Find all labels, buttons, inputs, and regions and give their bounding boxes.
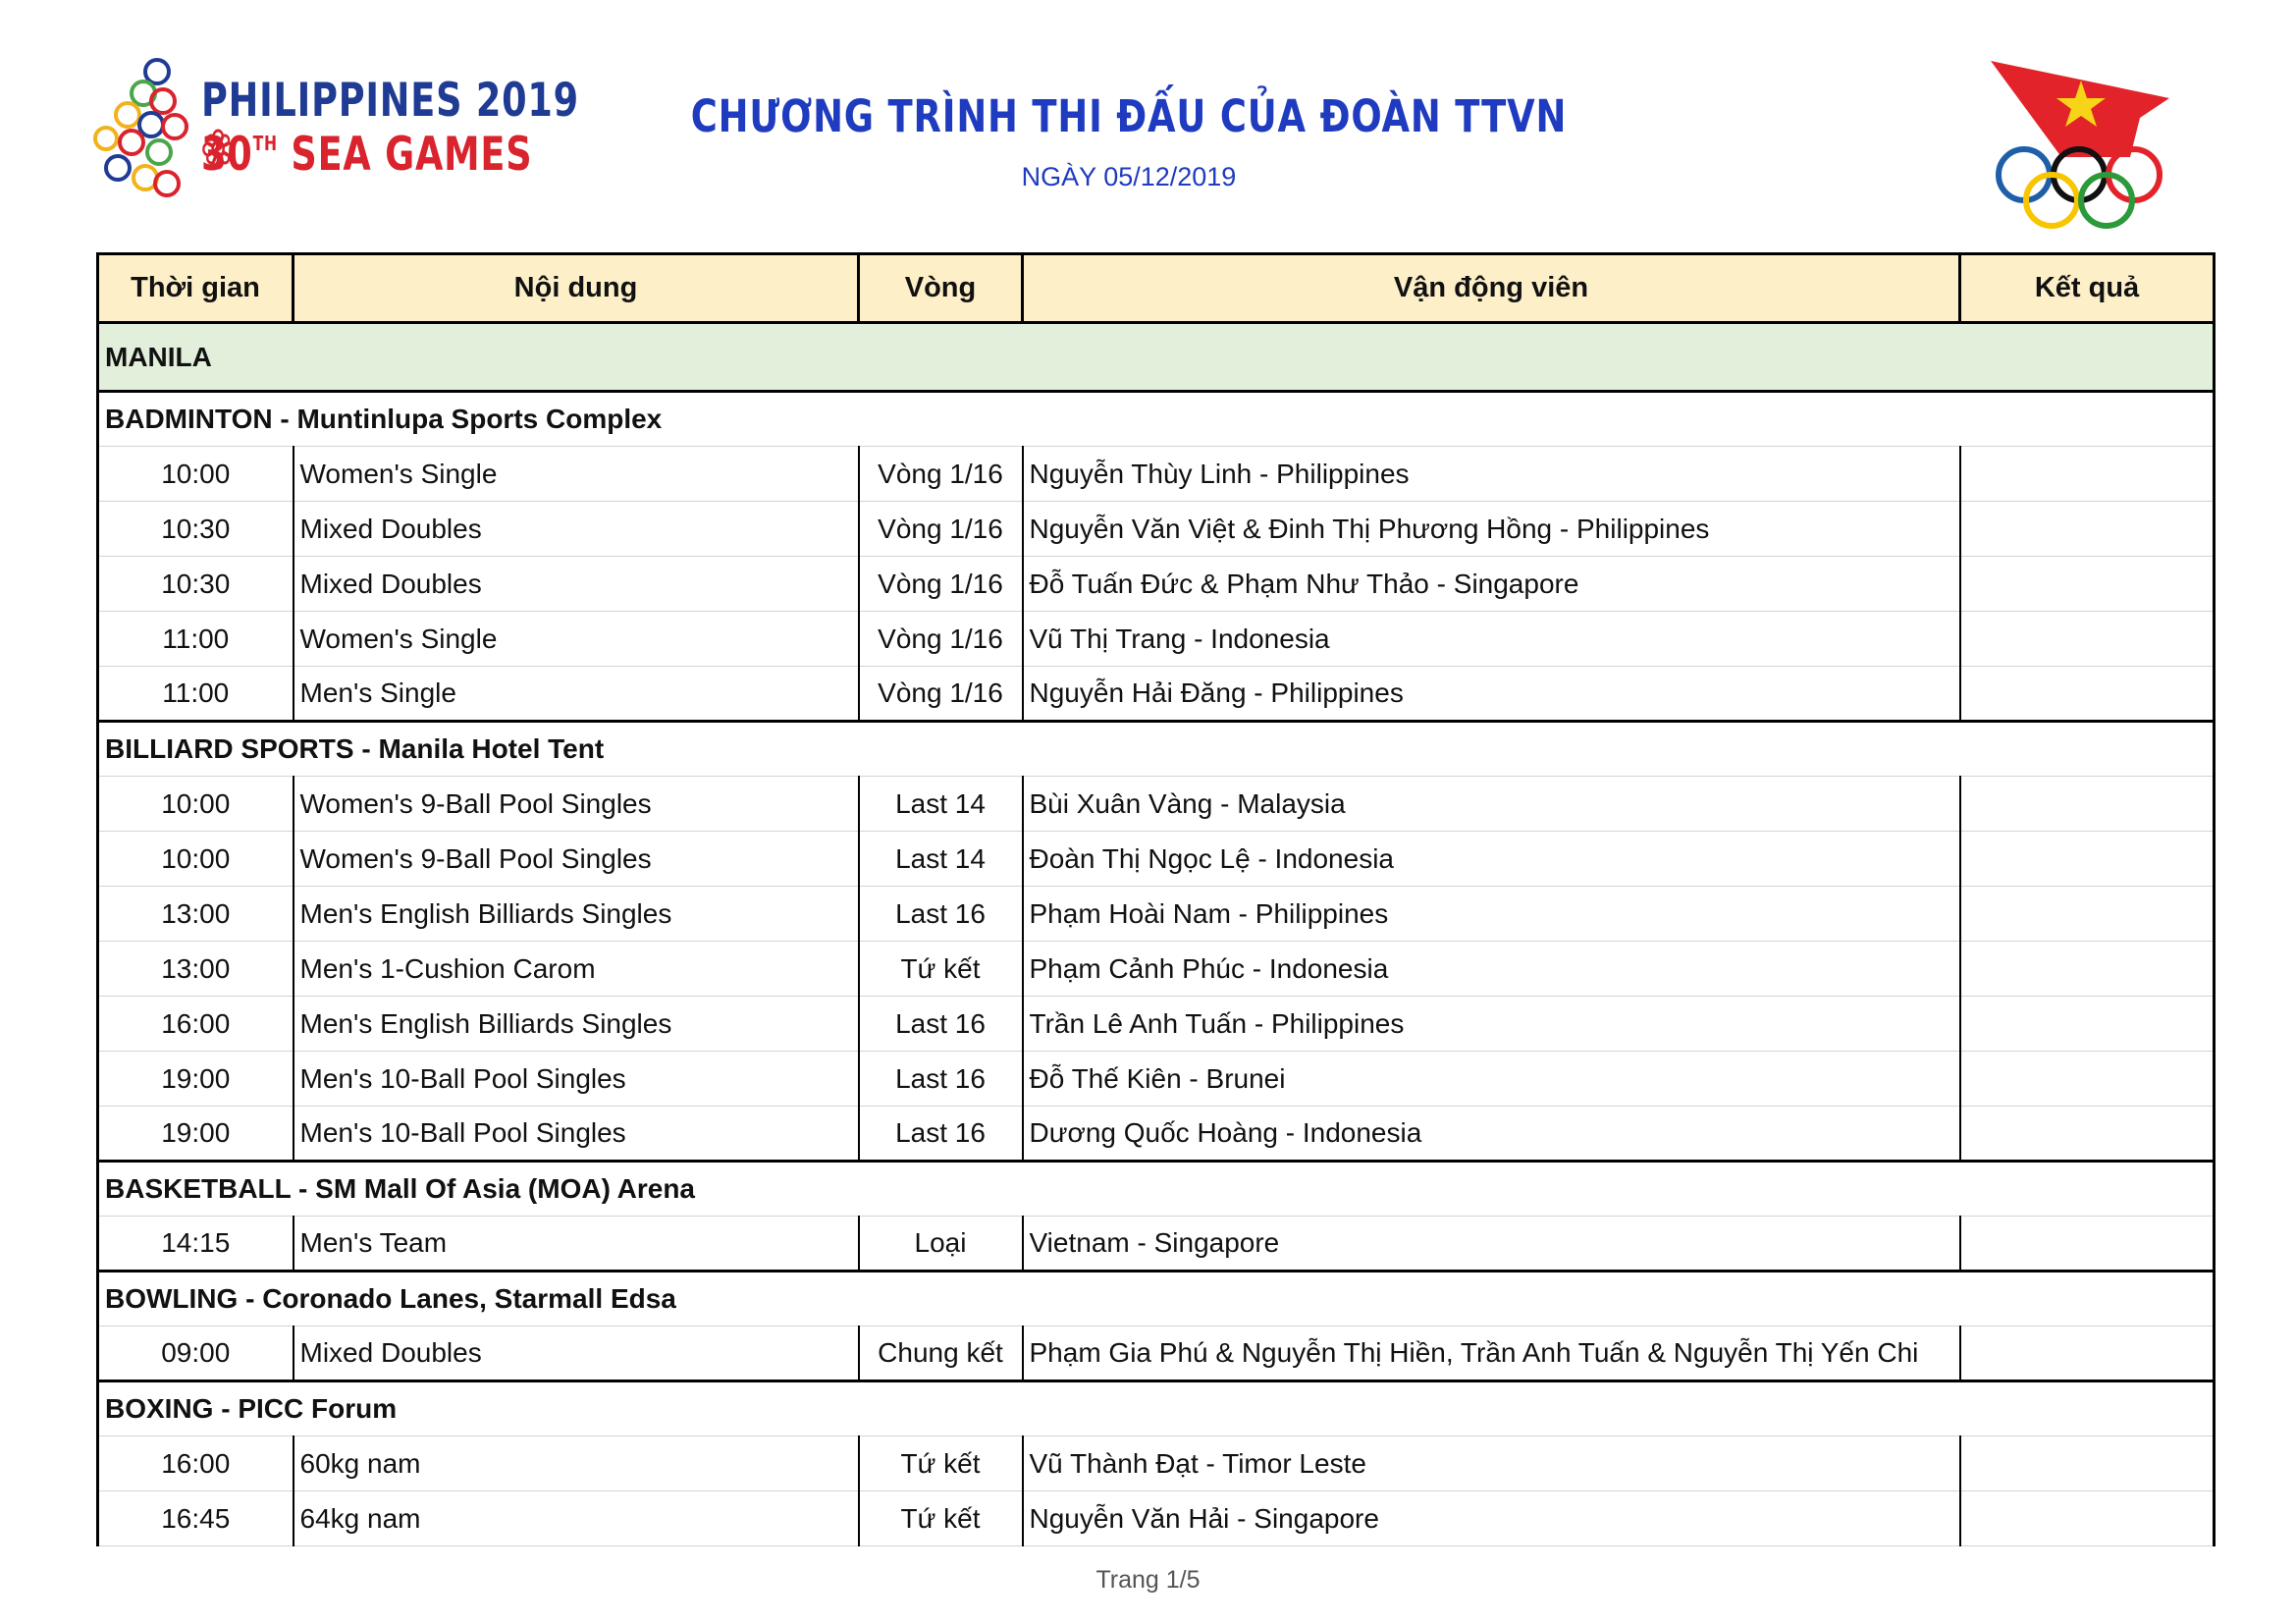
result-cell — [1960, 1436, 2215, 1491]
table-row — [98, 1491, 2215, 1546]
time-cell: 11:00 — [98, 667, 294, 722]
result-cell — [1960, 887, 2215, 942]
athlete-cell: Nguyễn Hải Đăng - Philippines — [1023, 667, 1960, 722]
round-cell: Vòng 1/16 — [859, 557, 1023, 612]
table-row — [98, 997, 2215, 1052]
venue-name: - PICC Forum — [213, 1393, 398, 1424]
page-title: CHƯƠNG TRÌNH THI ĐẤU CỦA ĐOÀN TTVN — [690, 90, 1568, 142]
round-cell: Tứ kết — [859, 1436, 1023, 1491]
page-number: Trang 1/5 — [1095, 1566, 1201, 1594]
event-cell: Women's 9-Ball Pool Singles — [294, 777, 859, 832]
sea-games-rings-icon — [88, 54, 196, 211]
logo-edition-suffix: TH — [252, 132, 278, 155]
result-cell — [1960, 1491, 2215, 1546]
athlete-cell: Nguyễn Thùy Linh - Philippines — [1023, 447, 1960, 502]
sport-venue-row — [98, 1381, 2215, 1436]
event-cell: Women's 9-Ball Pool Singles — [294, 832, 859, 887]
table-row — [98, 1436, 2215, 1491]
sport-name: BILLIARD SPORTS — [105, 733, 354, 764]
event-cell: Men's Team — [294, 1217, 859, 1272]
table-row — [98, 1052, 2215, 1107]
column-header-athlete: Vận động viên — [1023, 254, 1960, 323]
athlete-cell: Trần Lê Anh Tuấn - Philippines — [1023, 997, 1960, 1052]
round-cell: Vòng 1/16 — [859, 667, 1023, 722]
time-cell: 19:00 — [98, 1107, 294, 1162]
table-row — [98, 447, 2215, 502]
athlete-cell: Nguyễn Văn Việt & Đinh Thị Phương Hồng - Philippines — [1023, 502, 1960, 557]
table-row — [98, 667, 2215, 722]
vietnam-olympic-logo — [1983, 59, 2179, 236]
time-cell: 16:00 — [98, 1436, 294, 1491]
column-header-time: Thời gian — [98, 254, 294, 323]
event-cell: Mixed Doubles — [294, 1326, 859, 1381]
time-cell: 10:30 — [98, 557, 294, 612]
sport-name: BADMINTON — [105, 404, 273, 434]
column-header-result: Kết quả — [1960, 254, 2215, 323]
time-cell: 10:00 — [98, 447, 294, 502]
round-cell: Chung kết — [859, 1326, 1023, 1381]
round-cell: Tứ kết — [859, 942, 1023, 997]
table-row — [98, 832, 2215, 887]
venue-name: - Muntinlupa Sports Complex — [272, 404, 663, 434]
table-row — [98, 557, 2215, 612]
event-cell: Men's English Billiards Singles — [294, 887, 859, 942]
athlete-cell: Vietnam - Singapore — [1023, 1217, 1960, 1272]
sport-name: BASKETBALL — [105, 1173, 292, 1204]
result-cell — [1960, 1326, 2215, 1381]
region-row — [98, 323, 2215, 392]
table-row — [98, 1326, 2215, 1381]
event-cell: 60kg nam — [294, 1436, 859, 1491]
athlete-cell: Đỗ Tuấn Đức & Phạm Như Thảo - Singapore — [1023, 557, 1960, 612]
sport-venue-cell — [98, 722, 2215, 777]
athlete-cell: Phạm Hoài Nam - Philippines — [1023, 887, 1960, 942]
table-row — [98, 502, 2215, 557]
result-cell — [1960, 1052, 2215, 1107]
time-cell: 10:30 — [98, 502, 294, 557]
sport-venue-cell — [98, 1162, 2215, 1217]
result-cell — [1960, 1107, 2215, 1162]
result-cell — [1960, 1217, 2215, 1272]
time-cell: 11:00 — [98, 612, 294, 667]
result-cell — [1960, 612, 2215, 667]
event-cell: Men's English Billiards Singles — [294, 997, 859, 1052]
time-cell: 13:00 — [98, 887, 294, 942]
venue-name: - SM Mall Of Asia (MOA) Arena — [291, 1173, 696, 1204]
sport-venue-row — [98, 722, 2215, 777]
sport-venue-row — [98, 1162, 2215, 1217]
sport-venue-row — [98, 1272, 2215, 1326]
sport-venue-cell — [98, 1272, 2215, 1326]
time-cell: 19:00 — [98, 1052, 294, 1107]
result-cell — [1960, 777, 2215, 832]
sport-name: BOXING — [105, 1393, 214, 1424]
event-cell: 64kg nam — [294, 1491, 859, 1546]
athlete-cell: Vũ Thành Đạt - Timor Leste — [1023, 1436, 1960, 1491]
round-cell: Last 16 — [859, 1107, 1023, 1162]
table-header-row — [98, 254, 2215, 323]
logo-edition: 30 — [201, 128, 253, 182]
round-cell: Last 14 — [859, 832, 1023, 887]
sport-venue-cell — [98, 392, 2215, 447]
event-cell: Mixed Doubles — [294, 557, 859, 612]
event-cell: Men's 10-Ball Pool Singles — [294, 1107, 859, 1162]
athlete-cell: Vũ Thị Trang - Indonesia — [1023, 612, 1960, 667]
region-label: MANILA — [98, 323, 2215, 392]
table-row — [98, 612, 2215, 667]
athlete-cell: Dương Quốc Hoàng - Indonesia — [1023, 1107, 1960, 1162]
table-row — [98, 777, 2215, 832]
venue-name: - Coronado Lanes, Starmall Edsa — [238, 1283, 676, 1314]
vietnam-olympic-icon — [1983, 59, 2179, 231]
athlete-cell: Phạm Gia Phú & Nguyễn Thị Hiền, Trần Anh Tuấn & Nguyễn Thị Yến Chi — [1023, 1326, 1960, 1381]
event-cell: Women's Single — [294, 612, 859, 667]
sport-venue-row — [98, 392, 2215, 447]
logo-event-name: SEA GAMES — [277, 128, 533, 182]
table-row — [98, 1217, 2215, 1272]
event-cell: Mixed Doubles — [294, 502, 859, 557]
table-row — [98, 887, 2215, 942]
athlete-cell: Phạm Cảnh Phúc - Indonesia — [1023, 942, 1960, 997]
table-row — [98, 942, 2215, 997]
sport-venue-cell — [98, 1381, 2215, 1436]
result-cell — [1960, 502, 2215, 557]
result-cell — [1960, 667, 2215, 722]
time-cell: 13:00 — [98, 942, 294, 997]
column-header-round: Vòng — [859, 254, 1023, 323]
athlete-cell: Nguyễn Văn Hải - Singapore — [1023, 1491, 1960, 1546]
flower-icon — [201, 128, 235, 171]
athlete-cell: Đoàn Thị Ngọc Lệ - Indonesia — [1023, 832, 1960, 887]
logo-line-2 — [201, 128, 532, 182]
result-cell — [1960, 557, 2215, 612]
round-cell: Tứ kết — [859, 1491, 1023, 1546]
round-cell: Last 16 — [859, 1052, 1023, 1107]
event-cell: Men's Single — [294, 667, 859, 722]
time-cell: 10:00 — [98, 832, 294, 887]
page-date: NGÀY 05/12/2019 — [1021, 162, 1237, 191]
time-cell: 16:45 — [98, 1491, 294, 1546]
athlete-cell: Đỗ Thế Kiên - Brunei — [1023, 1052, 1960, 1107]
result-cell — [1960, 997, 2215, 1052]
column-header-event: Nội dung — [294, 254, 859, 323]
result-cell — [1960, 832, 2215, 887]
result-cell — [1960, 447, 2215, 502]
time-cell: 09:00 — [98, 1326, 294, 1381]
time-cell: 14:15 — [98, 1217, 294, 1272]
schedule-table — [96, 252, 2216, 1546]
sea-games-logo — [88, 54, 599, 211]
logo-line-1: PHILIPPINES 2019 — [201, 74, 579, 128]
result-cell — [1960, 942, 2215, 997]
venue-name: - Manila Hotel Tent — [353, 733, 605, 764]
athlete-cell: Bùi Xuân Vàng - Malaysia — [1023, 777, 1960, 832]
round-cell: Loại — [859, 1217, 1023, 1272]
event-cell: Men's 10-Ball Pool Singles — [294, 1052, 859, 1107]
round-cell: Vòng 1/16 — [859, 447, 1023, 502]
time-cell: 10:00 — [98, 777, 294, 832]
time-cell: 16:00 — [98, 997, 294, 1052]
table-row — [98, 1107, 2215, 1162]
event-cell: Men's 1-Cushion Carom — [294, 942, 859, 997]
round-cell: Last 16 — [859, 887, 1023, 942]
round-cell: Vòng 1/16 — [859, 612, 1023, 667]
round-cell: Vòng 1/16 — [859, 502, 1023, 557]
round-cell: Last 14 — [859, 777, 1023, 832]
round-cell: Last 16 — [859, 997, 1023, 1052]
event-cell: Women's Single — [294, 447, 859, 502]
sport-name: BOWLING — [105, 1283, 239, 1314]
